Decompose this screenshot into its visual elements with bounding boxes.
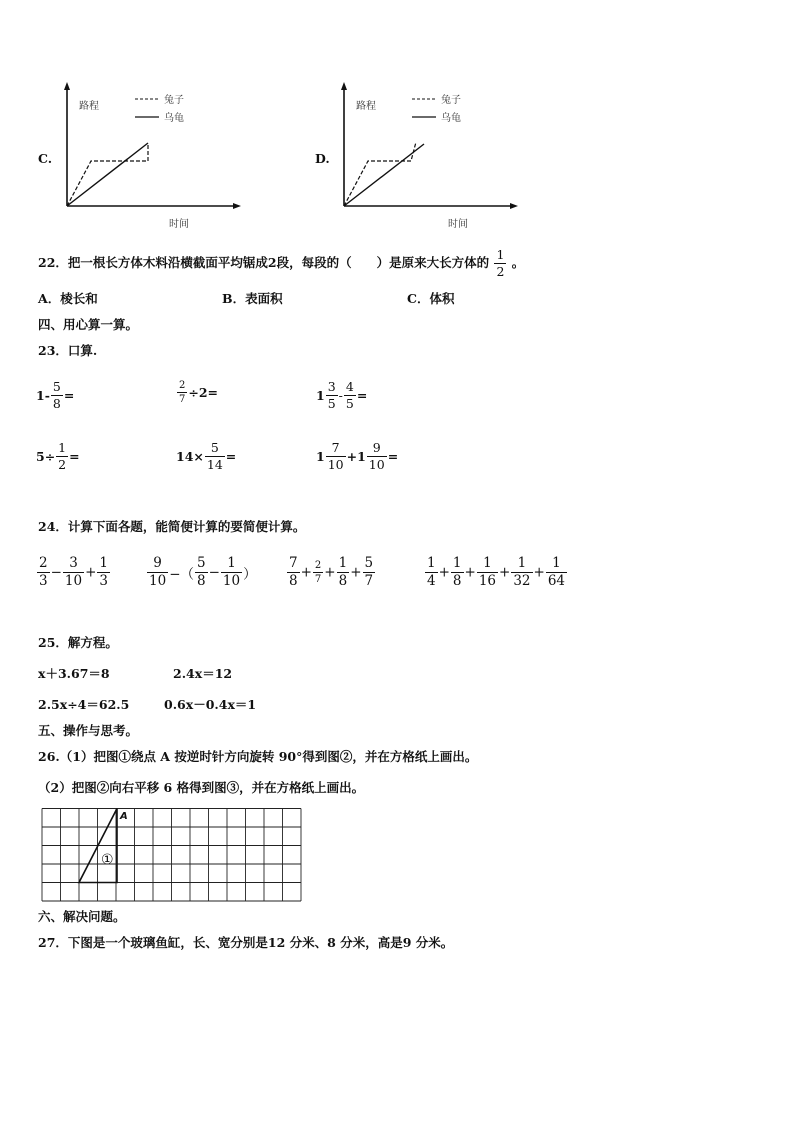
q24-expr-2: $\frac{9}{10}$ −（ $\frac{5}{8}$ − $\frac{1}{10}$ ） [149,555,257,589]
q23-item-6: 1 $\frac{7}{10}$ +1 $\frac{9}{10}$ = [316,440,399,472]
option-d-legend-rabbit: 兔子 [441,95,461,106]
q22-fraction: $\frac{1}{2}$ [496,247,505,279]
q24-expr-4: $\frac{1}{4}$ + $\frac{1}{8}$ + $\frac{1}{16}$ + $\frac{1}{32}$ + $\frac{1}{64}$ [427,555,565,589]
q25-eq-3: 2.5x÷4＝62.5 [38,697,130,712]
q22-text-end: 。 [511,254,525,270]
option-c-label: C. [38,151,53,166]
q22-text: 22．把一根长方体木料沿横截面平均锯成2段，每段的（ ）是原来大长方体的 [38,254,490,270]
option-c-ylabel: 路程 [79,101,99,112]
q23-item-1: 1- $\frac{5}{8}$ = [36,379,75,411]
option-d-ylabel: 路程 [356,101,376,112]
option-c-turtle-line [67,143,148,206]
question-26-line-1: 26.（1）把图①绕点 A 按逆时针方向旋转 90°得到图②，并在方格纸上画出。 [38,749,478,764]
option-c-legend-rabbit: 兔子 [164,95,184,106]
q25-eq-1: x＋3.67＝8 [38,666,110,681]
question-27: 27．下图是一个玻璃鱼缸，长、宽分别是12 分米、8 分米，高是9 分米。 [38,935,454,950]
grid-paper [38,806,310,906]
section-4-heading: 四、用心算一算。 [38,317,139,332]
section-5-heading: 五、操作与思考。 [38,723,139,738]
q22-option-a: A．棱长和 [38,291,98,306]
option-d-rabbit-line [344,142,416,206]
question-26-line-2: （2）把图②向右平移 6 格得到图③，并在方格纸上画出。 [38,780,365,795]
q23-item-3: 1 $\frac{3}{5}$ - $\frac{4}{5}$ = [316,379,368,411]
question-25-title: 25．解方程。 [38,635,118,650]
option-c-graph [55,82,255,234]
question-24-title: 24．计算下面各题，能简便计算的要简便计算。 [38,519,306,534]
q24-expr-3: $\frac{7}{8}$ + $\frac{2}{7}$ + $\frac{1}{8}$ + $\frac{5}{7}$ [289,555,374,589]
q23-item-4: 5÷ $\frac{1}{2}$ = [36,440,80,472]
q22-option-c: C．体积 [407,291,455,306]
question-23-title: 23．口算. [38,343,98,358]
section-6-heading: 六、解决问题。 [38,909,126,924]
q25-eq-4: 0.6x－0.4x＝1 [164,697,257,712]
option-d-legend-turtle: 乌龟 [441,113,461,124]
option-c-legend-turtle: 乌龟 [164,113,184,124]
q23-item-5: 14× $\frac{5}{14}$ = [176,440,237,472]
figure-1-label: ① [101,852,114,868]
q24-expr-1: $\frac{2}{3}$ − $\frac{3}{10}$ + $\frac{1}{3}$ [39,555,108,589]
q25-eq-2: 2.4x＝12 [173,666,233,681]
option-d-turtle-line [344,144,424,206]
option-d-graph [332,82,532,234]
question-22 [38,248,524,279]
option-c-xlabel: 时间 [169,219,189,230]
option-d-label: D. [315,151,330,166]
q22-option-b: B．表面积 [222,291,283,306]
q23-item-2: $\frac{2}{7}$ ÷2= [179,380,219,405]
point-a-label: A [120,811,128,822]
option-d-xlabel: 时间 [448,219,468,230]
